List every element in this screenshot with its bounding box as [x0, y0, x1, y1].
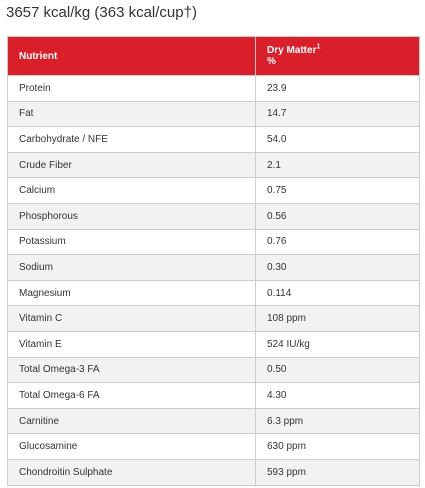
- nutrient-name-cell: Crude Fiber: [8, 152, 256, 178]
- table-row: [8, 178, 420, 204]
- nutrient-table-container: [7, 36, 419, 486]
- column-header-nutrient: [8, 37, 256, 76]
- nutrient-name-cell: Vitamin C: [8, 306, 256, 332]
- dry-matter-value-cell: 0.50: [256, 357, 420, 383]
- table-row: [8, 408, 420, 434]
- table-row: [8, 280, 420, 306]
- table-body: [8, 76, 420, 486]
- nutrient-name-cell: Vitamin E: [8, 331, 256, 357]
- column-header-dry-matter: [256, 37, 420, 76]
- nutrient-name-cell: Calcium: [8, 178, 256, 204]
- nutrient-name-cell: Potassium: [8, 229, 256, 255]
- dry-matter-value-cell: 0.30: [256, 255, 420, 281]
- dry-matter-value-cell: 2.1: [256, 152, 420, 178]
- nutrient-table: [7, 36, 420, 486]
- table-row: [8, 306, 420, 332]
- dry-matter-value-cell: 6.3 ppm: [256, 408, 420, 434]
- dry-matter-value-cell: 14.7: [256, 101, 420, 127]
- nutrient-name-cell: Carbohydrate / NFE: [8, 127, 256, 153]
- table-row: [8, 331, 420, 357]
- table-row: [8, 76, 420, 102]
- nutrient-name-cell: Sodium: [8, 255, 256, 281]
- nutrient-name-cell: Magnesium: [8, 280, 256, 306]
- calorie-heading: 3657 kcal/kg (363 kcal/cup†): [6, 4, 197, 21]
- dry-matter-value-cell: 108 ppm: [256, 306, 420, 332]
- table-row: [8, 229, 420, 255]
- dry-matter-value-cell: 0.56: [256, 203, 420, 229]
- nutrient-name-cell: Fat: [8, 101, 256, 127]
- dry-matter-value-cell: 54.0: [256, 127, 420, 153]
- dry-matter-value-cell: 593 ppm: [256, 459, 420, 485]
- table-row: [8, 383, 420, 409]
- table-row: [8, 152, 420, 178]
- table-row: [8, 434, 420, 460]
- nutrient-name-cell: Total Omega-3 FA: [8, 357, 256, 383]
- table-row: [8, 101, 420, 127]
- table-row: [8, 255, 420, 281]
- column-header-nutrient-label: Nutrient: [19, 50, 58, 62]
- dry-matter-value-cell: 23.9: [256, 76, 420, 102]
- dry-matter-value-cell: 524 IU/kg: [256, 331, 420, 357]
- dry-matter-value-cell: 0.76: [256, 229, 420, 255]
- nutrient-name-cell: Carnitine: [8, 408, 256, 434]
- column-header-dry-matter-unit: %: [267, 56, 276, 67]
- dry-matter-value-cell: 0.114: [256, 280, 420, 306]
- table-header: [8, 37, 420, 76]
- nutrient-name-cell: Protein: [8, 76, 256, 102]
- dry-matter-value-cell: 4.30: [256, 383, 420, 409]
- table-header-row: [8, 37, 420, 76]
- table-row: [8, 357, 420, 383]
- dry-matter-value-cell: 0.75: [256, 178, 420, 204]
- nutrient-name-cell: Chondroitin Sulphate: [8, 459, 256, 485]
- dry-matter-value-cell: 630 ppm: [256, 434, 420, 460]
- nutrient-name-cell: Phosphorous: [8, 203, 256, 229]
- table-row: [8, 203, 420, 229]
- nutrient-name-cell: Total Omega-6 FA: [8, 383, 256, 409]
- table-row: [8, 459, 420, 485]
- table-row: [8, 127, 420, 153]
- nutrient-name-cell: Glucosamine: [8, 434, 256, 460]
- column-header-dry-matter-label: Dry Matter: [267, 45, 317, 56]
- footnote-marker: 1: [316, 43, 321, 51]
